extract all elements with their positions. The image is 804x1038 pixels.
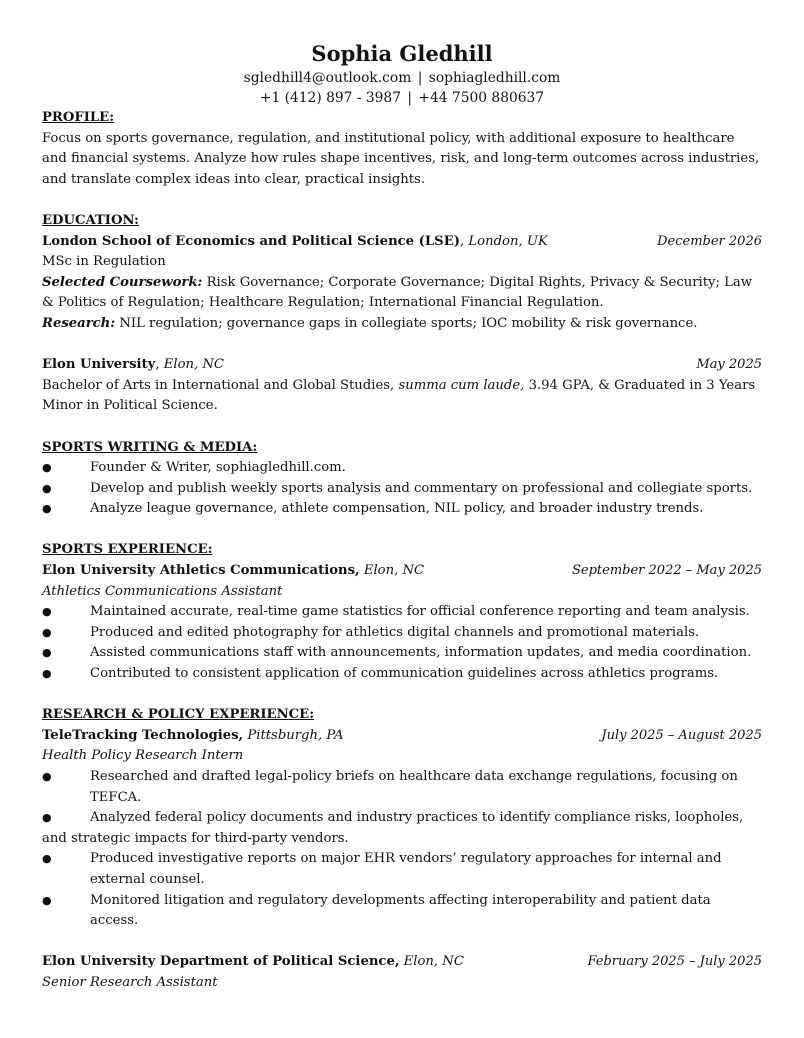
website-link[interactable]: sophiagledhill.com [428, 70, 561, 86]
list-item: ● Maintained accurate, real-time game statistics for official conference reporting and team analysis. [42, 602, 762, 623]
contact-separator: | [407, 90, 413, 106]
list-item: ● Monitored litigation and regulatory developments affecting interoperability and patient data access. [42, 892, 711, 929]
sports-experience-heading: SPORTS EXPERIENCE: [42, 542, 213, 558]
bullet-icon: ● [42, 502, 52, 516]
education-minor: Minor in Political Science. [42, 398, 218, 414]
degree-honors: summa cum laude, [398, 377, 525, 393]
sports-writing-list [42, 458, 762, 520]
candidate-name: Sophia Gledhill [311, 41, 493, 66]
phone-uk: +44 7500 880637 [418, 90, 545, 106]
experience-date: February 2025 – July 2025 [587, 954, 762, 970]
education-coursework [42, 273, 762, 314]
list-item: ● Founder & Writer, sophiagledhill.com. [42, 458, 762, 479]
experience-role: Health Policy Research Intern [42, 748, 244, 764]
contact-line-2 [42, 88, 762, 108]
list-item: ● Analyze league governance, athlete compensation, NIL policy, and broader industry trends. [42, 499, 762, 520]
bullet-icon: ● [42, 667, 52, 681]
experience-role: Senior Research Assistant [42, 974, 218, 990]
experience-org: TeleTracking Technologies, [42, 727, 244, 743]
bullet-icon: ● [42, 852, 52, 866]
research-experience-list [42, 767, 762, 932]
bullet-icon: ● [42, 481, 52, 495]
education-research [42, 314, 762, 335]
experience-date: July 2025 – August 2025 [601, 727, 762, 743]
experience-date: September 2022 – May 2025 [572, 563, 762, 579]
education-date: December 2026 [657, 233, 762, 249]
contact-separator: | [417, 70, 423, 86]
education-org: London School of Economics and Political Science (LSE) [42, 233, 460, 249]
bullet-icon: ● [42, 646, 52, 660]
research-experience-heading: RESEARCH & POLICY EXPERIENCE: [42, 707, 315, 723]
education-location: London, UK [468, 233, 548, 249]
experience-location: Elon, NC [403, 954, 464, 970]
education-org: Elon University [42, 357, 156, 373]
email-link[interactable]: sgledhill4@outlook.com [243, 70, 412, 86]
list-item: ● Researched and drafted legal-policy briefs on healthcare data exchange regulations, focusing on TEFCA. [42, 769, 738, 805]
experience-entry-header [42, 561, 762, 582]
experience-location: Pittsburgh, PA [247, 727, 344, 743]
education-degree: MSc in Regulation [42, 254, 166, 270]
bullet-icon: ● [42, 605, 52, 619]
contact-line-1 [42, 68, 762, 88]
experience-location: Elon, NC [363, 563, 425, 579]
research-text: NIL regulation; governance gaps in collegiate sports; IOC mobility & risk governance. [119, 315, 698, 331]
degree-prefix: Bachelor of Arts in International and Global Studies, [42, 377, 395, 393]
sports-writing-heading: SPORTS WRITING & MEDIA: [42, 439, 258, 455]
bullet-icon: ● [42, 893, 52, 907]
list-item: ● Assisted communications staff with announcements, information updates, and media coordination. [42, 643, 762, 664]
experience-role: Athletics Communications Assistant [42, 583, 283, 599]
list-item: ● Develop and publish weekly sports analysis and commentary on professional and collegiate sports. [42, 479, 762, 500]
bullet-icon: ● [42, 770, 52, 783]
education-date: May 2025 [696, 357, 762, 373]
experience-entry-header [42, 726, 762, 747]
education-degree [42, 376, 762, 397]
profile-text: Focus on sports governance, regulation, and institutional policy, with additional exposure to healthcare and financial systems. Analyze how rules shape incentives, risk, and long-term outcomes across industries, and translate complex ideas into clear, practical insights. [42, 130, 760, 187]
profile-heading: PROFILE: [42, 110, 115, 125]
education-location: Elon, NC [163, 357, 225, 373]
list-item: ● Produced investigative reports on major EHR vendors’ regulatory approaches for internal and external counsel. [42, 851, 722, 887]
experience-org: Elon University Department of Political Science, [42, 954, 400, 970]
phone-us: +1 (412) 897 - 3987 [259, 90, 401, 106]
coursework-label: Selected Coursework: [42, 274, 203, 290]
sports-experience-list [42, 602, 762, 684]
education-entry-header: Elon University, Elon, NC May 2025 [42, 355, 762, 376]
list-item: ● Analyzed federal policy documents and industry practices to identify compliance risks, loopholes, and strategic impacts for third-party vendors. [42, 810, 744, 846]
bullet-icon: ● [42, 625, 52, 639]
education-heading: EDUCATION: [42, 212, 139, 228]
bullet-icon: ● [42, 811, 52, 825]
research-label: Research: [42, 315, 116, 331]
list-item: ● Produced and edited photography for athletics digital channels and promotional materials. [42, 623, 762, 644]
coursework-text: Risk Governance; Corporate Governance; Digital Rights, Privacy & Security; Law & Politics of Regulation; Healthcare Regulation; International Financial Regulation. [42, 274, 753, 311]
education-entry-header: London School of Economics and Political Science (LSE), London, UK December 2026 [42, 232, 762, 253]
list-item: ● Contributed to consistent application of communication guidelines across athletics programs. [42, 664, 762, 685]
degree-suffix: 3.94 GPA, & Graduated in 3 Years [528, 377, 756, 393]
bullet-icon: ● [42, 461, 52, 475]
experience-org: Elon University Athletics Communications, [42, 563, 360, 579]
experience-entry-header [42, 952, 762, 973]
